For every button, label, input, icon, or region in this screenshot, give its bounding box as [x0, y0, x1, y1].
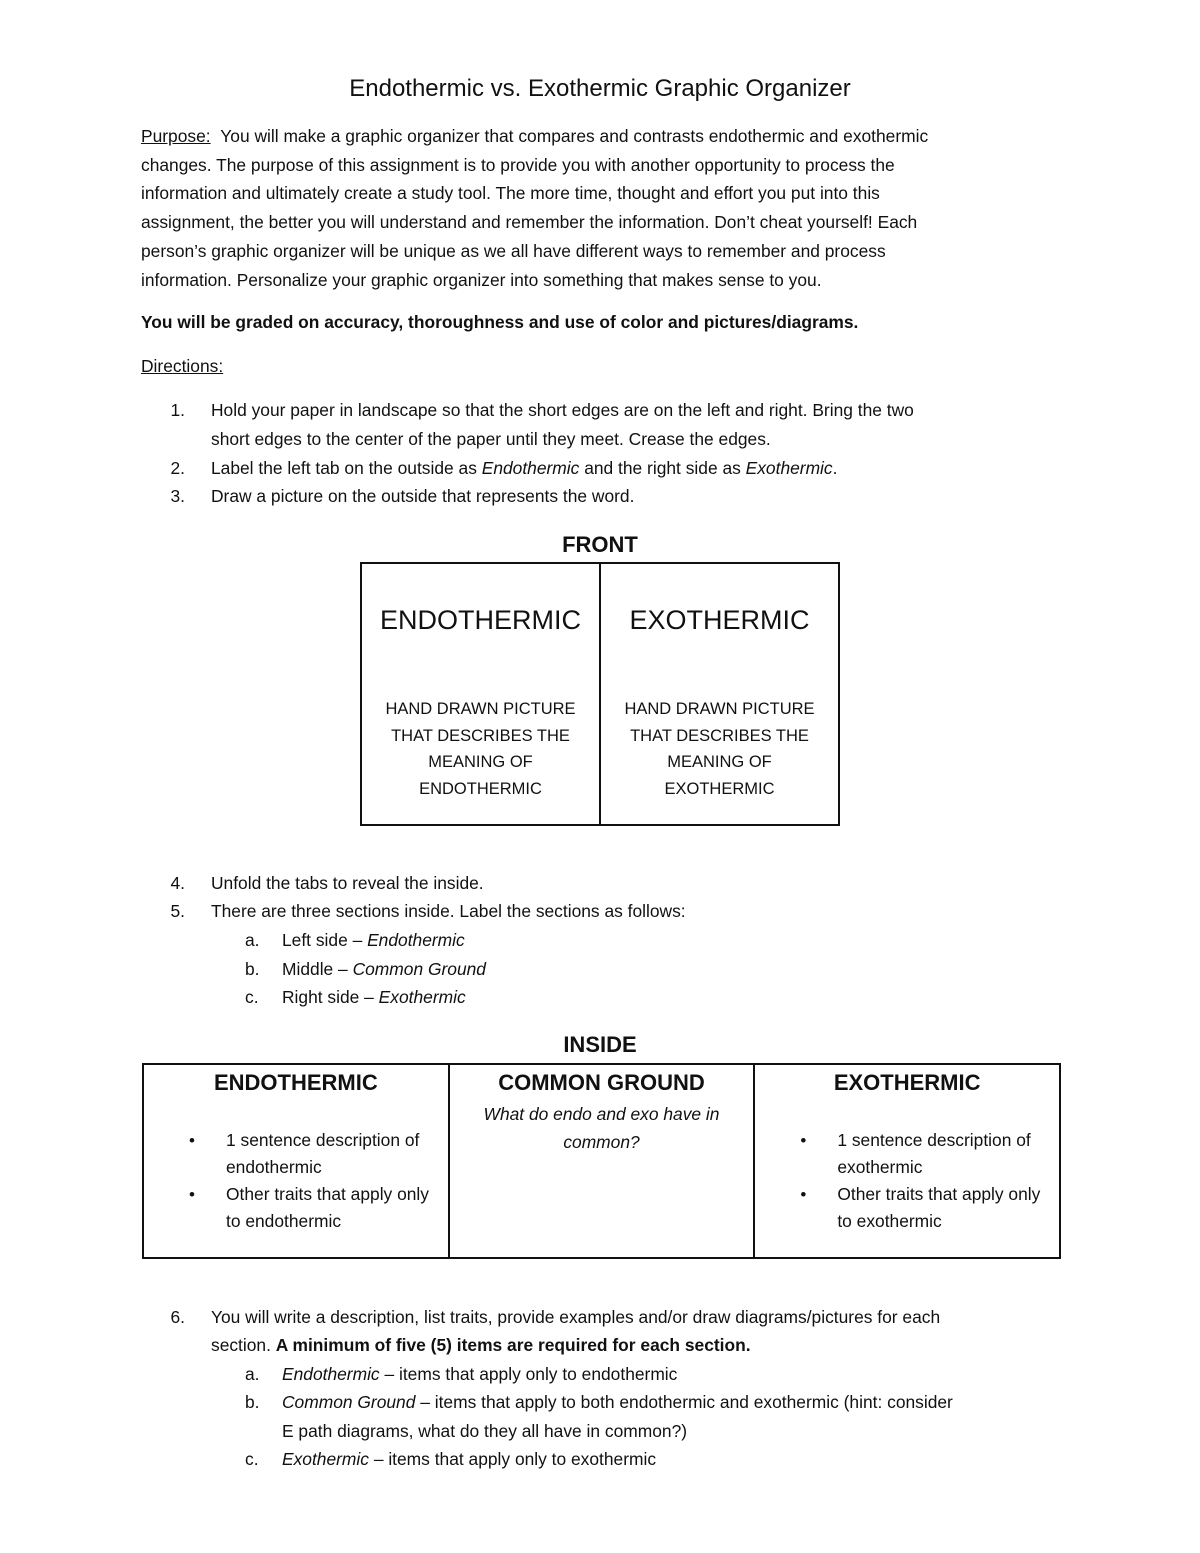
purpose-paragraph — [141, 122, 1066, 294]
bullet-icon: • — [800, 1131, 807, 1150]
step-3-text: Draw a picture on the outside that represents the word. — [211, 486, 635, 506]
step-6-continued — [211, 1331, 751, 1360]
front-left-line-3: MEANING OF — [428, 753, 533, 771]
step-5c-italic: Exothermic — [378, 987, 466, 1007]
purpose-line-3: information and ultimately create a study tool. The more time, thought and effort you put into this — [141, 183, 880, 204]
inside-heading: INSIDE — [563, 1032, 637, 1057]
step-2-text-b: and the right side as — [579, 458, 746, 478]
front-right-title: EXOTHERMIC — [629, 605, 810, 635]
inside-right-section — [753, 1065, 1059, 1257]
step-6c-letter: c. — [245, 1449, 259, 1469]
step-6 — [141, 1303, 940, 1332]
front-left-tab — [362, 564, 599, 824]
front-right-line-2: THAT DESCRIBES THE — [630, 726, 809, 745]
purpose-line-5: person’s graphic organizer will be unique as we all have different ways to remember and process — [141, 240, 886, 261]
step-4 — [141, 869, 484, 898]
bullet-icon: • — [189, 1185, 195, 1204]
step-2-text-c: . — [832, 458, 838, 478]
step-5b-text: Middle – — [282, 959, 353, 979]
step-6b-continued: E path diagrams, what do they all have in common?) — [282, 1421, 688, 1441]
inside-left-bullet-1: 1 sentence description of endothermic — [226, 1130, 420, 1177]
front-left-description — [372, 696, 589, 802]
front-left-title: ENDOTHERMIC — [380, 605, 581, 635]
step-6b — [245, 1388, 953, 1417]
purpose-line-4: assignment, the better you will understand and remember the information. Don’t cheat yourself! Each — [141, 212, 918, 233]
front-right-description — [611, 696, 828, 802]
step-6a-letter: a. — [245, 1364, 260, 1384]
step-3 — [141, 482, 634, 511]
step-5-text: There are three sections inside. Label the sections as follows: — [211, 901, 686, 921]
step-1 — [141, 396, 914, 425]
step-6-requirement: A minimum of five (5) items are required for each section. — [275, 1335, 751, 1355]
step-5a — [245, 926, 465, 955]
step-6c-text: – items that apply only to exothermic — [368, 1449, 657, 1469]
step-2 — [141, 454, 837, 483]
step-6c — [245, 1445, 656, 1474]
list-item — [144, 1181, 448, 1235]
step-5c-letter: c. — [245, 987, 259, 1007]
step-5a-text: Left side – — [282, 930, 368, 950]
step-5a-letter: a. — [245, 930, 260, 950]
directions-label: Directions: — [141, 356, 224, 376]
step-5b-letter: b. — [245, 959, 260, 979]
purpose-line-1: You will make a graphic organizer that compares and contrasts endothermic and exothermic — [220, 126, 929, 146]
inside-left-title: ENDOTHERMIC — [213, 1070, 378, 1095]
list-item — [755, 1127, 1059, 1181]
inside-middle-section — [448, 1065, 754, 1257]
step-6-text: You will write a description, list traits, provide examples and/or draw diagrams/pictures for each — [211, 1307, 941, 1327]
front-right-line-3: MEANING OF — [667, 753, 772, 771]
front-left-line-1: HAND DRAWN PICTURE — [385, 700, 576, 718]
step-2-italic-endothermic: Endothermic — [481, 458, 580, 478]
front-right-line-1: HAND DRAWN PICTURE — [624, 700, 815, 718]
bullet-icon: • — [800, 1185, 807, 1204]
step-5c — [245, 983, 466, 1012]
step-2-number: 2. — [170, 458, 185, 478]
inside-left-bullet-2: Other traits that apply only to endothermic — [226, 1184, 429, 1231]
step-5-number: 5. — [170, 901, 185, 921]
front-right-tab — [599, 564, 838, 824]
purpose-line-6: information. Personalize your graphic organizer into something that makes sense to you. — [141, 269, 822, 290]
step-4-number: 4. — [170, 873, 185, 893]
inside-right-title: EXOTHERMIC — [833, 1070, 981, 1095]
inside-right-bullet-1: 1 sentence description of exothermic — [837, 1130, 1031, 1177]
step-6b-letter: b. — [245, 1392, 260, 1412]
front-left-line-4: ENDOTHERMIC — [419, 779, 542, 798]
step-5b — [245, 955, 486, 984]
step-6-number: 6. — [170, 1307, 185, 1327]
purpose-label: Purpose: — [141, 126, 211, 146]
step-6c-italic: Exothermic — [282, 1449, 369, 1469]
step-5 — [141, 897, 686, 926]
front-right-line-4: EXOTHERMIC — [664, 779, 775, 798]
step-5b-italic: Common Ground — [352, 959, 486, 979]
list-item — [755, 1181, 1059, 1235]
step-6a-text: – items that apply only to endothermic — [379, 1364, 678, 1384]
front-left-line-2: THAT DESCRIBES THE — [391, 726, 570, 745]
step-6a-italic: Endothermic — [282, 1364, 380, 1384]
front-heading: FRONT — [562, 532, 638, 557]
step-1-number: 1. — [170, 400, 185, 420]
front-diagram — [360, 562, 840, 826]
step-3-number: 3. — [170, 486, 185, 506]
step-1-text: Hold your paper in landscape so that the short edges are on the left and right. Bring the two — [211, 400, 914, 420]
step-2-text-a: Label the left tab on the outside as — [211, 458, 482, 478]
inside-middle-title: COMMON GROUND — [498, 1070, 705, 1095]
page-title: Endothermic vs. Exothermic Graphic Organizer — [349, 75, 851, 102]
inside-right-bullet-2: Other traits that apply only to exothermic — [837, 1184, 1041, 1231]
step-6a — [245, 1360, 677, 1389]
list-item — [144, 1127, 448, 1181]
step-6b-italic: Common Ground — [282, 1392, 416, 1412]
inside-left-list — [144, 1127, 448, 1235]
step-2-italic-exothermic: Exothermic — [745, 458, 833, 478]
step-6-continued-text: section. — [211, 1335, 276, 1355]
bullet-icon: • — [189, 1131, 195, 1150]
grading-note: You will be graded on accuracy, thoroughness and use of color and pictures/diagrams. — [141, 312, 859, 332]
inside-middle-subtitle: What do endo and exo have in common? — [483, 1104, 720, 1152]
step-1-continued: short edges to the center of the paper until they meet. Crease the edges. — [211, 429, 771, 449]
inside-left-section — [144, 1065, 448, 1257]
step-5c-text: Right side – — [282, 987, 379, 1007]
inside-diagram — [142, 1063, 1061, 1259]
step-5a-italic: Endothermic — [367, 930, 465, 950]
inside-right-list — [755, 1127, 1059, 1235]
step-4-text: Unfold the tabs to reveal the inside. — [211, 873, 484, 893]
purpose-line-2: changes. The purpose of this assignment is to provide you with another opportunity to process the — [141, 154, 895, 175]
step-6b-text: – items that apply to both endothermic and exothermic (hint: consider — [415, 1392, 953, 1412]
